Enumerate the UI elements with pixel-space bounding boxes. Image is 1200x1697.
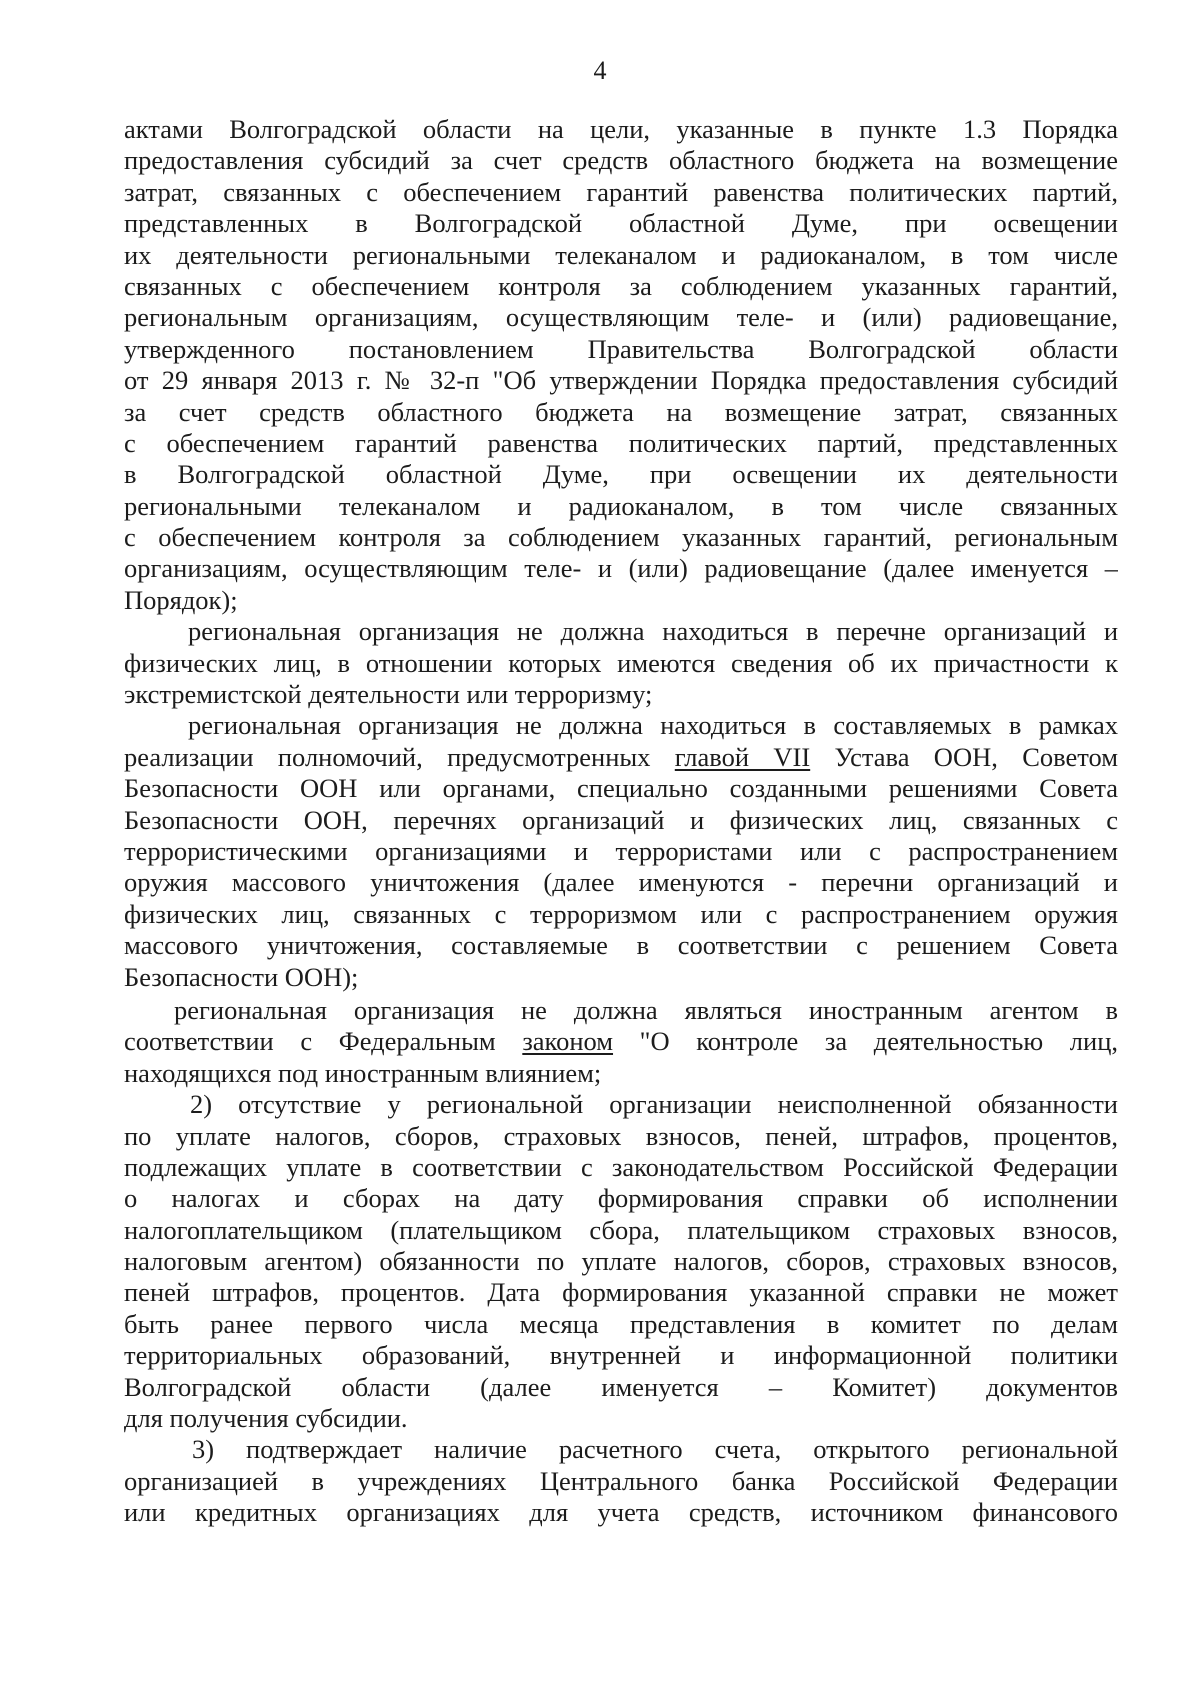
text-line: их деятельности региональными телеканалом и радиоканалом, в том числе	[124, 239, 1118, 270]
text-line: представленных в Волгоградской областной Думе, при освещении	[124, 208, 1118, 239]
text-line: региональная организация не должна находиться в перечне организаций и	[188, 616, 1118, 647]
federal-law-link[interactable]: законом	[522, 1026, 614, 1057]
text-line: Безопасности ООН или органами, специально созданными решениями Совета	[124, 773, 1118, 804]
text-line: подлежащих уплате в соответствии с законодательством Российской Федерации	[124, 1151, 1118, 1182]
text-line: предоставления субсидий за счет средств областного бюджета на возмещение	[124, 145, 1118, 176]
text-fragment: "О контроле за деятельностью лиц,	[613, 1026, 1118, 1057]
text-line: в Волгоградской областной Думе, при освещении их деятельности	[124, 459, 1118, 490]
paragraph-2	[124, 616, 1118, 710]
text-line: территориальных образований, внутренней и информационной политики	[124, 1340, 1118, 1371]
text-line: организацией в учреждениях Центрального банка Российской Федерации	[124, 1465, 1118, 1496]
document-body	[124, 114, 1118, 1529]
text-line: Безопасности ООН, перечнях организаций и физических лиц, связанных с	[124, 804, 1118, 835]
paragraph-5	[124, 1089, 1118, 1434]
paragraph-3	[124, 710, 1118, 993]
text-line: организациям, осуществляющим теле- и (или) радиовещание (далее именуется –	[124, 553, 1118, 584]
text-line: Безопасности ООН);	[124, 961, 359, 992]
text-line: утвержденного постановлением Правительства Волгоградской области	[124, 333, 1118, 364]
paragraph-6	[124, 1434, 1118, 1528]
text-line: или кредитных организациях для учета средств, источником финансового	[124, 1497, 1118, 1528]
text-line	[124, 742, 1118, 773]
text-line: региональным организациям, осуществляющим теле- и (или) радиовещание,	[124, 302, 1118, 333]
text-line: с обеспечением контроля за соблюдением указанных гарантий, региональным	[124, 522, 1118, 553]
text-line: региональными телеканалом и радиоканалом, в том числе связанных	[124, 490, 1118, 521]
text-line: физических лиц, связанных с терроризмом или с распространением оружия	[124, 898, 1118, 929]
chapter-vii-link[interactable]: главой VII	[674, 741, 811, 772]
page-number: 4	[593, 56, 607, 85]
text-fragment: Устава ООН, Советом	[810, 741, 1118, 772]
text-line: пеней штрафов, процентов. Дата формирования указанной справки не может	[124, 1277, 1118, 1308]
text-line: физических лиц, в отношении которых имеются сведения об их причастности к	[124, 647, 1118, 678]
text-line: затрат, связанных с обеспечением гарантий равенства политических партий,	[124, 176, 1118, 207]
text-line: находящихся под иностранным влиянием;	[124, 1057, 602, 1088]
text-line: по уплате налогов, сборов, страховых взносов, пеней, штрафов, процентов,	[124, 1120, 1118, 1151]
text-fragment: реализации полномочий, предусмотренных	[124, 741, 675, 772]
text-line: террористическими организациями и террористами или с распространением	[124, 835, 1118, 866]
text-line: за счет средств областного бюджета на возмещение затрат, связанных	[124, 396, 1118, 427]
paragraph-4	[124, 995, 1118, 1089]
text-line: 3) подтверждает наличие расчетного счета, открытого региональной	[192, 1434, 1118, 1465]
text-line: актами Волгоградской области на цели, указанные в пункте 1.3 Порядка	[124, 114, 1118, 144]
paragraph-1	[124, 114, 1118, 616]
text-line: быть ранее первого числа месяца представления в комитет по делам	[124, 1308, 1118, 1339]
text-line: Порядок);	[124, 584, 238, 615]
text-line: с обеспечением гарантий равенства политических партий, представленных	[124, 427, 1118, 458]
text-line: региональная организация не должна находиться в составляемых в рамках	[188, 710, 1118, 741]
text-line: 2) отсутствие у региональной организации неисполненной обязанности	[190, 1089, 1118, 1120]
text-line	[124, 1026, 1118, 1057]
text-line: связанных с обеспечением контроля за соблюдением указанных гарантий,	[124, 270, 1118, 301]
text-line: о налогах и сборах на дату формирования справки об исполнении	[124, 1183, 1118, 1214]
text-line: для получения субсидии.	[124, 1403, 408, 1434]
text-line: от 29 января 2013 г. № 32-п "Об утверждении Порядка предоставления субсидий	[124, 365, 1118, 396]
text-line: региональная организация не должна являться иностранным агентом в	[174, 994, 1118, 1025]
text-line: массового уничтожения, составляемые в соответствии с решением Совета	[124, 930, 1118, 961]
text-line: Волгоградской области (далее именуется – Комитет) документов	[124, 1371, 1118, 1402]
text-line: налогоплательщиком (плательщиком сбора, плательщиком страховых взносов,	[124, 1214, 1118, 1245]
text-line: налоговым агентом) обязанности по уплате налогов, сборов, страховых взносов,	[124, 1246, 1118, 1277]
text-line: экстремистской деятельности или терроризму;	[124, 679, 653, 710]
text-line: оружия массового уничтожения (далее именуются - перечни организаций и	[124, 867, 1118, 898]
text-fragment: соответствии с Федеральным	[124, 1026, 523, 1057]
